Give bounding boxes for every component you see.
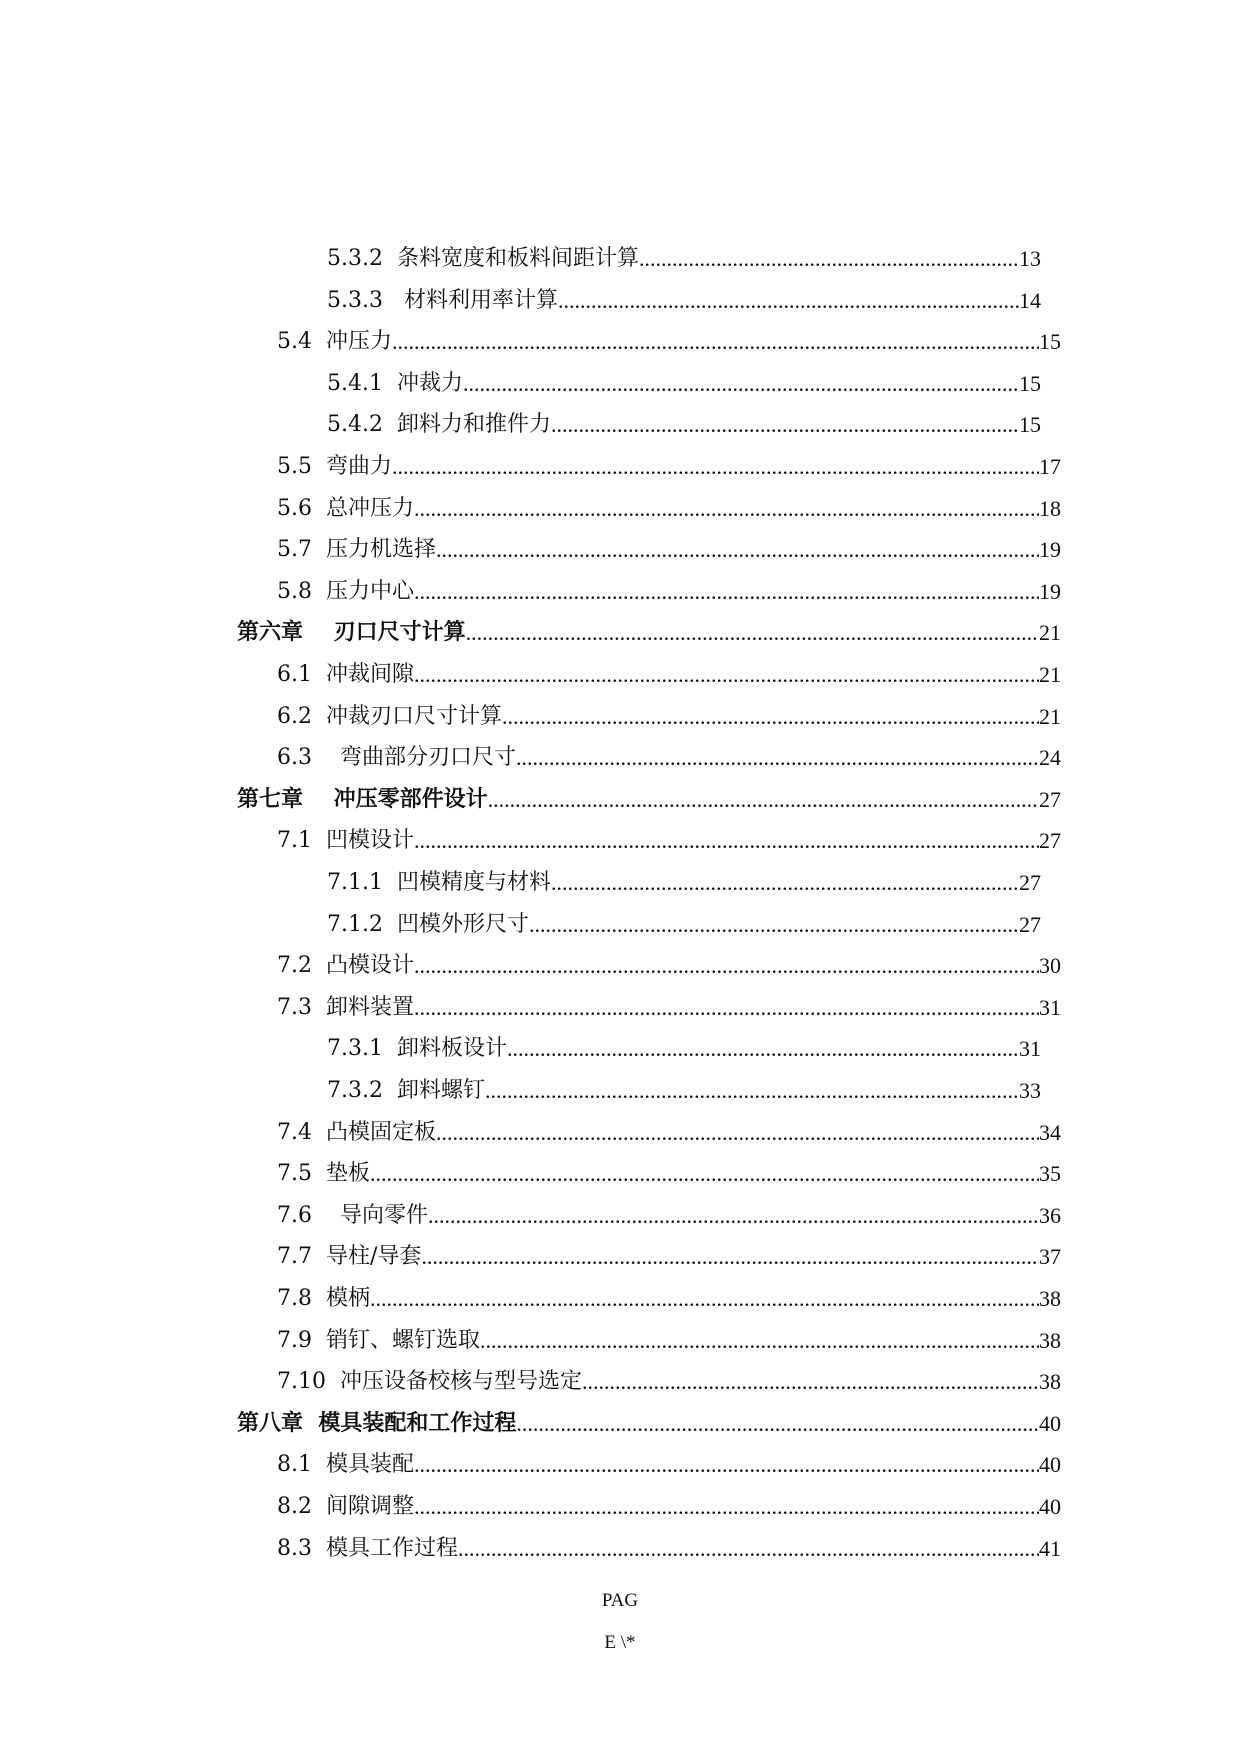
- toc-entry-page: 38: [1039, 1286, 1061, 1311]
- toc-entry-page: 15: [1039, 329, 1061, 355]
- toc-entry[interactable]: [277, 1114, 1061, 1148]
- dot-leader: [485, 1076, 1019, 1106]
- toc-entry-title: 7.8 模柄: [277, 1286, 370, 1311]
- toc-entry[interactable]: [277, 448, 1061, 482]
- dot-leader: [551, 410, 1019, 440]
- dot-leader: [507, 1034, 1019, 1064]
- toc-entry[interactable]: [327, 365, 1041, 399]
- dot-leader: [529, 910, 1019, 940]
- toc-entry-page: 17: [1039, 454, 1061, 479]
- toc-entry-title: 7.10 冲压设备校核与型号选定: [277, 1369, 582, 1395]
- toc-entry-page: 40: [1039, 1410, 1061, 1436]
- toc-entry-page: 27: [1039, 828, 1061, 854]
- dot-leader: [414, 826, 1039, 856]
- toc-entry-title: 5.6 总冲压力: [277, 495, 414, 521]
- toc-entry-page: 40: [1039, 1452, 1061, 1478]
- toc-entry[interactable]: [277, 323, 1061, 357]
- toc-entry-page: 18: [1039, 495, 1061, 521]
- toc-entry-title: 第八章 模具装配和工作过程: [237, 1410, 517, 1436]
- toc-entry[interactable]: [237, 781, 1061, 815]
- toc-entry[interactable]: [277, 1530, 1061, 1564]
- toc-entry[interactable]: [277, 1155, 1061, 1189]
- toc-entry[interactable]: [327, 1072, 1041, 1106]
- dot-leader: [466, 618, 1039, 648]
- dot-leader: [436, 535, 1039, 565]
- dot-leader: [436, 1118, 1039, 1148]
- toc-entry[interactable]: [327, 406, 1041, 440]
- toc-entry-page: 31: [1019, 1036, 1041, 1062]
- toc-entry-title: 7.4 凸模固定板: [277, 1119, 436, 1145]
- dot-leader: [551, 868, 1019, 898]
- toc-entry[interactable]: [237, 1405, 1061, 1439]
- toc-entry-title: 5.4.1 冲裁力: [327, 370, 463, 396]
- dot-leader: [458, 1534, 1039, 1564]
- toc-entry-page: 38: [1039, 1327, 1061, 1353]
- dot-leader: [370, 1159, 1039, 1189]
- dot-leader: [414, 993, 1039, 1023]
- dot-leader: [516, 1409, 1039, 1439]
- toc-entry-title: 第七章 冲压零部件设计: [237, 786, 488, 812]
- dot-leader: [502, 702, 1039, 732]
- toc-entry[interactable]: [277, 1446, 1061, 1480]
- toc-entry-page: 27: [1019, 911, 1041, 937]
- toc-entry-page: 27: [1039, 786, 1061, 812]
- toc-entry-page: 19: [1039, 537, 1061, 563]
- dot-leader: [414, 577, 1039, 607]
- toc-entry-title: 6.1 冲裁间隙: [277, 662, 414, 687]
- toc-entry-page: 33: [1019, 1078, 1041, 1103]
- toc-entry-title: 5.5 弯曲力: [277, 454, 392, 479]
- dot-leader: [392, 452, 1039, 482]
- dot-leader: [558, 286, 1019, 316]
- toc-entry-page: 21: [1039, 662, 1061, 687]
- toc-entry-title: 7.6 导向零件: [277, 1202, 428, 1228]
- toc-entry-title: 7.7 导柱/导套: [277, 1244, 422, 1270]
- toc-entry-title: 5.3.3 材料利用率计算: [327, 287, 558, 313]
- dot-leader: [414, 1492, 1039, 1522]
- toc-entry[interactable]: [277, 1363, 1061, 1397]
- toc-entry-title: 6.2 冲裁刃口尺寸计算: [277, 703, 502, 729]
- toc-entry[interactable]: [327, 1030, 1041, 1064]
- toc-entry-page: 40: [1039, 1494, 1061, 1519]
- toc-entry[interactable]: [327, 240, 1041, 274]
- toc-entry-page: 27: [1019, 870, 1041, 895]
- toc-entry-page: 24: [1039, 745, 1061, 771]
- toc-entry-title: 7.1 凹模设计: [277, 828, 414, 854]
- dot-leader: [421, 1242, 1039, 1272]
- dot-leader: [414, 660, 1039, 690]
- footer-page-field-line2: E \*: [604, 1632, 636, 1653]
- toc-entry[interactable]: [277, 947, 1061, 981]
- toc-entry-title: 第六章 刃口尺寸计算: [237, 620, 466, 646]
- toc-entry[interactable]: [277, 656, 1061, 690]
- toc-entry[interactable]: [277, 1197, 1061, 1231]
- toc-entry-title: 5.4.2 卸料力和推件力: [327, 412, 551, 438]
- dot-leader: [516, 743, 1039, 773]
- toc-entry-page: 31: [1039, 994, 1061, 1020]
- dot-leader: [370, 1284, 1039, 1314]
- toc-entry-title: 5.7 压力机选择: [277, 537, 436, 563]
- toc-entry-page: 41: [1039, 1535, 1061, 1561]
- dot-leader: [463, 369, 1019, 399]
- dot-leader: [639, 244, 1019, 274]
- toc-entry-page: 15: [1019, 412, 1041, 438]
- toc-entry[interactable]: [277, 1238, 1061, 1272]
- toc-entry-page: 37: [1039, 1244, 1061, 1270]
- toc-entry[interactable]: [277, 1280, 1061, 1314]
- toc-entry-title: 8.1 模具装配: [277, 1452, 414, 1478]
- toc-entry[interactable]: [277, 1322, 1061, 1356]
- toc-entry[interactable]: [327, 282, 1041, 316]
- toc-entry[interactable]: [277, 1488, 1061, 1522]
- toc-entry-page: 21: [1039, 620, 1061, 646]
- toc-entry[interactable]: [277, 573, 1061, 607]
- dot-leader: [488, 785, 1039, 815]
- toc-entry[interactable]: [237, 614, 1061, 648]
- toc-entry-title: 7.1.2 凹模外形尺寸: [327, 911, 529, 937]
- toc-entry[interactable]: [277, 531, 1061, 565]
- dot-leader: [480, 1326, 1039, 1356]
- toc-entry-page: 19: [1039, 578, 1061, 604]
- dot-leader: [428, 1201, 1039, 1231]
- dot-leader: [414, 1450, 1039, 1480]
- toc-entry-page: 36: [1039, 1202, 1061, 1228]
- toc-entry-title: 7.1.1 凹模精度与材料: [327, 870, 551, 895]
- toc-entry[interactable]: [277, 989, 1061, 1023]
- toc-entry-title: 7.3 卸料装置: [277, 994, 414, 1020]
- toc-entry-title: 5.4 冲压力: [277, 329, 392, 355]
- toc-entry-title: 7.3.2 卸料螺钉: [327, 1078, 485, 1103]
- dot-leader: [392, 327, 1039, 357]
- toc-entry[interactable]: [327, 906, 1041, 940]
- toc-entry-title: 7.5 垫板: [277, 1161, 370, 1187]
- dot-leader: [582, 1367, 1039, 1397]
- toc-entry-page: 35: [1039, 1161, 1061, 1187]
- toc-entry-page: 30: [1039, 953, 1061, 979]
- toc-entry-page: 21: [1039, 703, 1061, 729]
- toc-entry-page: 34: [1039, 1119, 1061, 1145]
- toc-entry-title: 7.9 销钉、螺钉选取: [277, 1327, 480, 1353]
- toc-entry-title: 8.2 间隙调整: [277, 1494, 414, 1519]
- toc-entry-title: 6.3 弯曲部分刃口尺寸: [277, 745, 516, 771]
- toc-entry-page: 38: [1039, 1369, 1061, 1395]
- toc-entry-title: 8.3 模具工作过程: [277, 1535, 458, 1561]
- toc-entry-title: 7.3.1 卸料板设计: [327, 1036, 507, 1062]
- dot-leader: [414, 494, 1039, 524]
- dot-leader: [414, 951, 1039, 981]
- toc-entry[interactable]: [277, 822, 1061, 856]
- toc-entry-title: 7.2 凸模设计: [277, 953, 414, 979]
- toc-entry-title: 5.3.2 条料宽度和板料间距计算: [327, 246, 639, 271]
- toc-entry[interactable]: [277, 739, 1061, 773]
- toc-entry-page: 13: [1019, 246, 1041, 271]
- toc-entry[interactable]: [277, 490, 1061, 524]
- toc-entry-page: 15: [1019, 370, 1041, 396]
- footer-page-field-line1: PAG: [601, 1590, 639, 1611]
- toc-entry[interactable]: [327, 864, 1041, 898]
- toc-entry[interactable]: [277, 698, 1061, 732]
- toc-entry-page: 14: [1019, 287, 1041, 313]
- toc-entry-title: 5.8 压力中心: [277, 578, 414, 604]
